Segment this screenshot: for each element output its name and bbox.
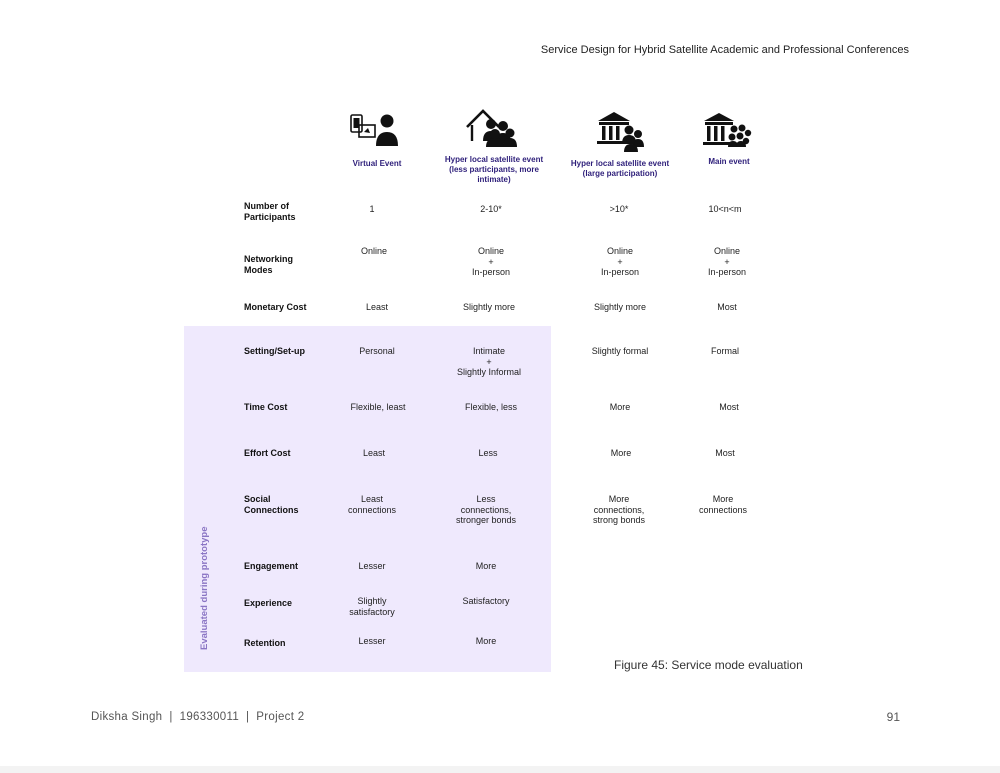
row-header-effort-cost: Effort Cost [244,448,291,458]
row-header-monetary-cost: Monetary Cost [244,302,307,312]
row-header-setting: Setting/Set-up [244,346,305,356]
row-header-participants: Number of Participants [244,201,296,222]
column-header-main-event: Main event [708,157,750,166]
row-header-social-connections: Social Connections [244,494,299,515]
table-cell: Flexible, least [350,402,406,412]
table-cell: Most [717,302,737,312]
table-cell: More connections, strong bonds [592,494,646,525]
table-cell: More [475,636,497,646]
running-header: Service Design for Hybrid Satellite Academic and Professional Conferences [540,44,909,56]
table-cell: Satisfactory [462,596,510,606]
row-header-networking-modes: Networking Modes [244,254,294,275]
table-cell: Online + In-person [471,246,511,277]
table-cell: 2-10* [480,204,502,214]
table-cell: Online [360,246,388,256]
table-cell: Less connections, stronger bonds [455,494,517,525]
table-cell: More [475,561,497,571]
table-cell: Formal [710,346,740,356]
table-cell: Flexible, less [464,402,518,412]
table-cell: Slightly formal [591,346,649,356]
row-header-engagement: Engagement [244,561,299,571]
table-cell: >10* [609,204,629,214]
page-bottom-strip [0,766,1000,773]
table-cell: Slightly satisfactory [349,596,395,617]
table-cell: Least connections [347,494,397,515]
table-cell: Most [719,402,739,412]
table-cell: Online + In-person [707,246,747,277]
table-cell: 1 [369,204,375,214]
building-group-icon [596,110,644,152]
table-cell: Less [478,448,498,458]
row-header-retention: Retention [244,638,286,648]
table-cell: More connections [698,494,748,515]
row-header-time-cost: Time Cost [244,402,288,412]
table-cell: More [609,402,631,412]
figure-caption: Figure 45: Service mode evaluation [614,658,803,672]
highlight-label: Evaluated during prototype [199,526,210,650]
table-cell: Least [362,448,386,458]
table-cell: Personal [359,346,395,356]
table-cell: Slightly more [462,302,516,312]
table-cell: Most [715,448,735,458]
page-number: 91 [886,710,900,724]
table-cell: Lesser [358,561,386,571]
row-header-experience: Experience [244,598,293,608]
person-with-phone-icon [350,112,400,148]
table-cell: Lesser [358,636,386,646]
table-cell: Least [365,302,389,312]
table-cell: Slightly more [593,302,647,312]
table-cell: Online + In-person [600,246,640,277]
column-header-satellite-large: Hyper local satellite event (large participation) [570,159,670,178]
house-group-icon [465,107,517,147]
table-cell: More [610,448,632,458]
building-crowd-icon [702,111,752,149]
table-cell: 10<n<m [708,204,742,214]
column-header-satellite-small: Hyper local satellite event (less participants, more intimate) [444,155,544,184]
column-header-virtual-event: Virtual Event [352,159,402,168]
footer-author-info: Diksha Singh | 196330011 | Project 2 [91,711,305,723]
table-cell: Intimate + Slightly Informal [456,346,522,377]
